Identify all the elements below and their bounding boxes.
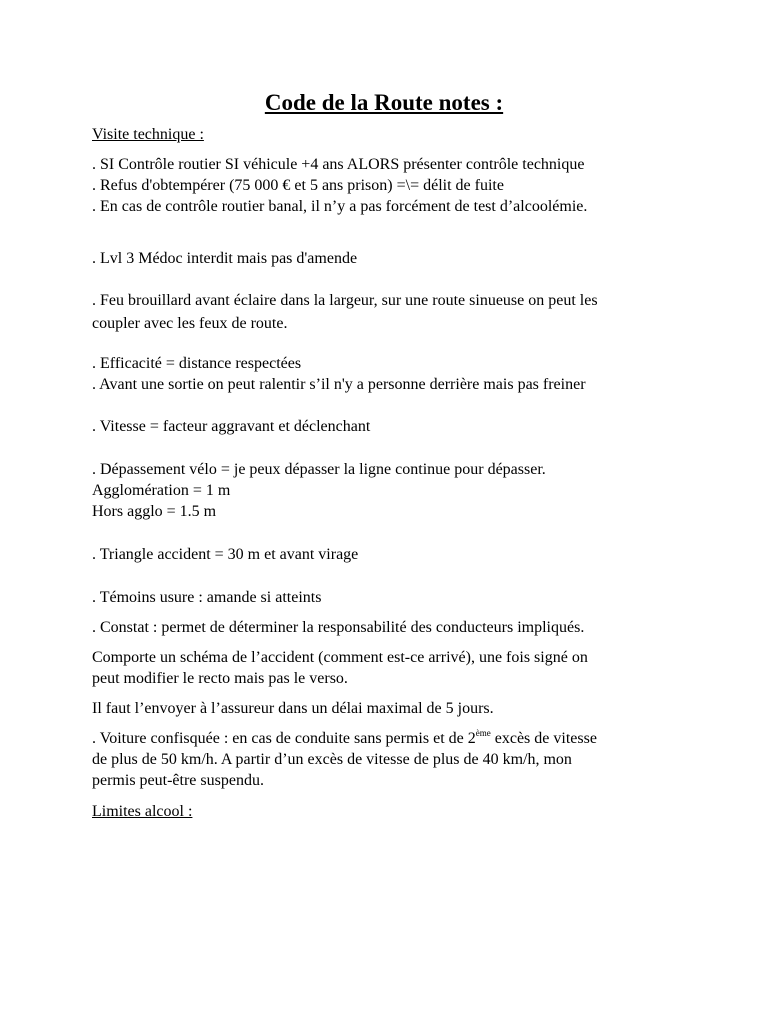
section-heading-limites-alcool: Limites alcool : bbox=[92, 803, 193, 820]
note-efficacite: . Efficacité = distance respectées bbox=[92, 355, 302, 372]
note-brouillard-line-2: coupler avec les feux de route. bbox=[92, 315, 288, 332]
note-controle-technique: . SI Contrôle routier SI véhicule +4 ans ALORS présenter contrôle technique bbox=[92, 156, 585, 173]
note-assureur: Il faut l’envoyer à l’assureur dans un délai maximal de 5 jours. bbox=[92, 700, 494, 717]
note-voiture-confisquee-line-3: permis peut-être suspendu. bbox=[92, 772, 264, 789]
note-vitesse: . Vitesse = facteur aggravant et déclenchant bbox=[92, 418, 371, 435]
note-voiture-confisquee-line-2: de plus de 50 km/h. A partir d’un excès de vitesse de plus de 40 km/h, mon bbox=[92, 751, 572, 768]
note-refus-obtemperer: . Refus d'obtempérer (75 000 € et 5 ans prison) =\= délit de fuite bbox=[92, 177, 504, 194]
note-confisquee-text-a: . Voiture confisquée : en cas de conduite sans permis et de 2 bbox=[92, 730, 476, 747]
note-temoins: . Témoins usure : amande si atteints bbox=[92, 589, 322, 606]
section-heading-visite-technique: Visite technique : bbox=[92, 126, 204, 143]
page-title: Code de la Route notes : bbox=[264, 90, 504, 115]
note-agglomeration: Agglomération = 1 m bbox=[92, 482, 231, 499]
note-hors-agglo: Hors agglo = 1.5 m bbox=[92, 503, 217, 520]
note-schema-line-2: peut modifier le recto mais pas le verso. bbox=[92, 670, 348, 687]
note-confisquee-text-b: excès de vitesse bbox=[490, 730, 597, 747]
note-medoc: . Lvl 3 Médoc interdit mais pas d'amende bbox=[92, 250, 358, 267]
note-voiture-confisquee-line-1 bbox=[92, 728, 692, 749]
note-schema-line-1: Comporte un schéma de l’accident (comment est-ce arrivé), une fois signé on bbox=[92, 649, 588, 666]
note-constat: . Constat : permet de déterminer la responsabilité des conducteurs impliqués. bbox=[92, 619, 585, 636]
note-brouillard-line-1: . Feu brouillard avant éclaire dans la largeur, sur une route sinueuse on peut les bbox=[92, 292, 598, 309]
note-alcoolemie: . En cas de contrôle routier banal, il n’y a pas forcément de test d’alcoolémie. bbox=[92, 198, 588, 215]
note-triangle: . Triangle accident = 30 m et avant virage bbox=[92, 546, 359, 563]
note-confisquee-superscript: ème bbox=[475, 728, 491, 738]
note-sortie: . Avant une sortie on peut ralentir s’il n'y a personne derrière mais pas freiner bbox=[92, 376, 586, 393]
document-page bbox=[92, 88, 692, 822]
note-depassement-velo: . Dépassement vélo = je peux dépasser la ligne continue pour dépasser. bbox=[92, 461, 546, 478]
